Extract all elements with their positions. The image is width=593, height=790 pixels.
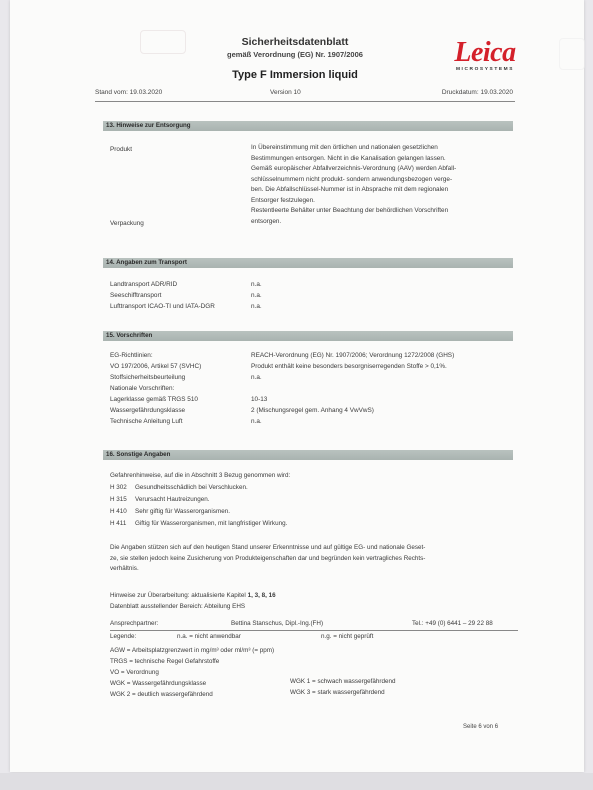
leica-logo bbox=[445, 37, 525, 72]
viewer-bottom-bar bbox=[0, 773, 593, 790]
contact-label: Ansprechpartner: bbox=[110, 620, 159, 627]
hazard-code: H 411 bbox=[110, 520, 127, 527]
regulation-value: REACH-Verordnung (EG) Nr. 1907/2006; Verordnung 1272/2008 (GHS) bbox=[251, 352, 455, 359]
transport-label: Seeschifftransport bbox=[110, 292, 162, 299]
legend-label: Legende: bbox=[110, 633, 137, 640]
hazard-statement bbox=[110, 508, 230, 515]
hazard-intro: Gefahrenhinweise, auf die in Abschnitt 3 Bezug genommen wird: bbox=[110, 472, 291, 479]
transport-value: n.a. bbox=[251, 303, 262, 310]
issuing-dept bbox=[110, 603, 245, 610]
regulation-label: VO 197/2006, Artikel 57 (SVHC) bbox=[110, 363, 202, 370]
regulation-label: Technische Anleitung Luft bbox=[110, 418, 183, 425]
bleed-through-mark bbox=[559, 38, 585, 70]
section-14-header: 14. Angaben zum Transport bbox=[103, 258, 513, 268]
hazard-code: H 315 bbox=[110, 496, 127, 503]
verpackung-label: Verpackung bbox=[110, 220, 144, 227]
transport-label: Landtransport ADR/RID bbox=[110, 281, 178, 288]
regulation-value: n.a. bbox=[251, 374, 262, 381]
transport-value: n.a. bbox=[251, 281, 262, 288]
legend-line: VO = Verordnung bbox=[110, 669, 159, 676]
bleed-through-logo bbox=[140, 30, 186, 54]
transport-value: n.a. bbox=[251, 292, 262, 299]
legend-line: AGW = Arbeitsplatzgrenzwert in mg/m³ oder ml/m³ (= ppm) bbox=[110, 647, 275, 654]
contact-name: Bettina Stanschus, Dipl.-Ing.(FH) bbox=[231, 620, 324, 627]
produkt-line: schlüsselnummern nicht produkt- sondern anwendungsbezogen verge- bbox=[251, 175, 453, 183]
legend-line: TRGS = technische Regel Gefahrstoffe bbox=[110, 658, 220, 665]
contact-rule bbox=[110, 630, 518, 631]
produkt-line: Entsorger festzulegen. bbox=[251, 196, 315, 204]
product-name: Type F Immersion liquid bbox=[232, 69, 358, 81]
legend-line: WGK 2 = deutlich wassergefährdend bbox=[110, 691, 213, 698]
legend-line: WGK = Wassergefährdungsklasse bbox=[110, 680, 207, 687]
logo-subtitle: MICROSYSTEMS bbox=[455, 67, 515, 72]
hazard-code: H 410 bbox=[110, 508, 127, 515]
disclaimer bbox=[110, 543, 515, 575]
hazard-text: Gesundheitsschädlich bei Verschlucken. bbox=[135, 484, 248, 491]
verpackung-line: entsorgen. bbox=[251, 217, 282, 225]
hazard-statement bbox=[110, 484, 248, 491]
verpackung-text bbox=[251, 206, 519, 227]
wgk-3: WGK 3 = stark wassergefährdend bbox=[290, 689, 385, 696]
hazard-text: Sehr giftig für Wasserorganismen. bbox=[135, 508, 230, 515]
produkt-line: Bestimmungen entsorgen. Nicht in die Kanalisation gelangen lassen. bbox=[251, 154, 446, 162]
hazard-text: Verursacht Hautreizungen. bbox=[135, 496, 210, 503]
regulation-label: Stoffsicherheitsbeurteilung bbox=[110, 374, 186, 381]
revision-notes bbox=[110, 592, 276, 599]
disclaimer-line: ze, sie stellen jedoch keine Zusicherung von Produkteigenschaften dar und begründen kein vertragliches Rechts- bbox=[110, 554, 426, 562]
disclaimer-line: verhältnis. bbox=[110, 565, 139, 572]
hazard-statement bbox=[110, 520, 287, 527]
regulation-value: 10-13 bbox=[251, 396, 268, 403]
document-title: Sicherheitsdatenblatt bbox=[241, 36, 349, 48]
version: Version 10 bbox=[270, 89, 301, 96]
issuing-dept-label: Datenblatt ausstellender Bereich: bbox=[110, 603, 203, 610]
verpackung-line: Restentleerte Behälter unter Beachtung der behördlichen Vorschriften bbox=[251, 207, 449, 214]
transport-label: Lufttransport ICAO-TI und IATA-DGR bbox=[110, 303, 215, 310]
regulation-value: Produkt enthält keine besonders besorgniserregenden Stoffe > 0,1%. bbox=[251, 363, 447, 370]
section-15-header: 15. Vorschriften bbox=[103, 331, 513, 341]
document-header bbox=[185, 36, 405, 59]
disclaimer-line: Die Angaben stützen sich auf den heutigen Stand unserer Erkenntnisse und auf gültige EG- und nationale Geset- bbox=[110, 544, 426, 551]
produkt-text bbox=[251, 143, 519, 206]
regulation-label: Wassergefährdungsklasse bbox=[110, 407, 186, 414]
header-rule bbox=[95, 101, 515, 102]
regulation-label: EG-Richtlinien: bbox=[110, 352, 153, 359]
legend-ng: n.g. = nicht geprüft bbox=[321, 633, 374, 640]
hazard-statement bbox=[110, 496, 210, 503]
section-16-header: 16. Sonstige Angaben bbox=[103, 450, 513, 460]
section-13-header: 13. Hinweise zur Entsorgung bbox=[103, 121, 513, 131]
revision-prefix: Hinweise zur Überarbeitung: aktualisierte Kapitel bbox=[110, 592, 248, 599]
regulation-label: Nationale Vorschriften: bbox=[110, 385, 175, 392]
hazard-code: H 302 bbox=[110, 484, 127, 491]
wgk-1: WGK 1 = schwach wassergefährdend bbox=[290, 678, 396, 685]
produkt-line: In Übereinstimmung mit den örtlichen und nationalen gesetzlichen bbox=[251, 144, 438, 151]
regulation-value: 2 (Mischungsregel gem. Anhang 4 VwVwS) bbox=[251, 407, 374, 414]
regulation-value: n.a. bbox=[251, 418, 262, 425]
regulation-label: Lagerklasse gemäß TRGS 510 bbox=[110, 396, 198, 403]
print-date: Druckdatum: 19.03.2020 bbox=[441, 89, 513, 96]
stand-date: Stand vom: 19.03.2020 bbox=[95, 89, 163, 96]
logo-wordmark: Leica bbox=[454, 37, 516, 68]
produkt-line: Gemäß europäischer Abfallverzeichnis-Verordnung (AAV) werden Abfall- bbox=[251, 165, 457, 172]
produkt-label: Produkt bbox=[110, 146, 133, 153]
issuing-dept-value: Abteilung EHS bbox=[204, 603, 246, 610]
legend-na: n.a. = nicht anwendbar bbox=[177, 633, 241, 640]
hazard-text: Giftig für Wasserorganismen, mit langfristiger Wirkung. bbox=[135, 520, 288, 527]
revision-chapters: 1, 3, 8, 16 bbox=[247, 592, 276, 599]
document-subtitle: gemäß Verordnung (EG) Nr. 1907/2006 bbox=[227, 50, 363, 59]
contact-phone: Tel.: +49 (0) 6441 – 29 22 88 bbox=[412, 620, 493, 627]
page-number: Seite 6 von 6 bbox=[463, 724, 499, 730]
produkt-line: ben. Die Abfallschlüssel-Nummer ist in Absprache mit dem regionalen bbox=[251, 186, 449, 193]
